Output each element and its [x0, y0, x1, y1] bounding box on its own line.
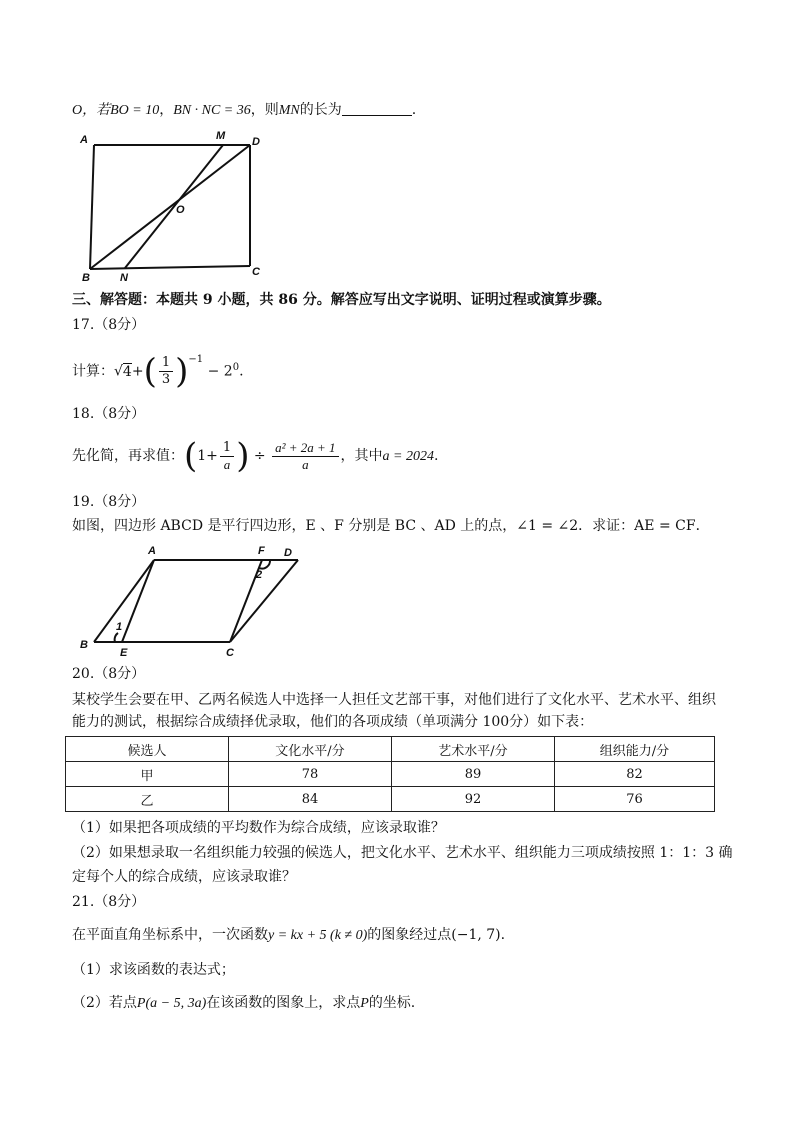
rectangle-figure	[72, 125, 272, 285]
q21-point: (−1, 7)	[451, 927, 501, 943]
q19-text: 如图，四边形 ABCD 是平行四边形，E 、F 分别是 BC 、AD 上的点，∠1 = ∠2．求证：AE = CF．	[72, 518, 710, 534]
table-cell: 甲	[66, 762, 229, 787]
q21-sub2-point: P(a − 5, 3a)	[136, 996, 207, 1011]
q18-number: 18.（8分）	[72, 406, 146, 422]
left-paren: (	[184, 436, 198, 476]
label-f: F	[258, 545, 265, 557]
sqrt-sign: √	[114, 363, 123, 380]
table-header: 文化水平/分	[229, 737, 392, 762]
q21-sub2-lead: （2）若点	[72, 995, 137, 1011]
q16-sep2: ，则	[250, 102, 279, 118]
edge-ab	[90, 145, 94, 269]
label-n: N	[120, 272, 128, 284]
q18-inner-fraction	[220, 440, 234, 473]
q21-sub2	[72, 993, 415, 1014]
q18-div: ÷	[253, 448, 266, 464]
segment-mn	[125, 145, 223, 268]
angle-2-label: 2	[256, 569, 263, 581]
label-a: A	[148, 545, 156, 557]
label-c: C	[226, 647, 234, 659]
scores-table	[65, 736, 715, 812]
table-cell: 84	[229, 787, 392, 812]
q18-one-plus: 1+	[197, 448, 218, 464]
table-cell: 92	[392, 787, 555, 812]
q21-mid: 的图象经过点	[367, 927, 452, 943]
q18-outer-fraction	[272, 440, 338, 473]
q18-outer-num: a² + 2a + 1	[272, 440, 338, 457]
q16-question-tail	[72, 100, 416, 121]
q17-frac-den: 3	[161, 372, 171, 388]
q18-lead: 先化简，再求值：	[72, 448, 184, 464]
diagonal-bd	[90, 145, 250, 269]
left-paren: (	[143, 351, 157, 392]
q17-exp-neg1: −1	[188, 354, 204, 365]
q21-end: .	[500, 927, 506, 943]
q17-end: .	[239, 363, 244, 380]
table-header-row	[66, 737, 715, 762]
q16-lead: O，若	[72, 103, 111, 118]
label-m: M	[216, 130, 226, 142]
q16-sep1: ，	[159, 102, 174, 118]
section-3-heading: 三、解答题：本题共 9 小题，共 86 分。解答应写出文字说明、证明过程或演算步骤。	[72, 292, 611, 308]
q19-number: 19.（8分）	[72, 494, 146, 510]
label-o: O	[176, 204, 185, 216]
q21-sub2-p: P	[360, 996, 369, 1011]
q16-bo-value: BO = 10	[110, 103, 160, 118]
q16-answer-blank[interactable]	[342, 101, 412, 116]
q16-ask: 的长为	[299, 102, 342, 118]
edge-bc	[90, 266, 250, 269]
q16-end: .	[411, 102, 417, 118]
table-row	[66, 762, 715, 787]
q18-inner-den: a	[223, 456, 231, 472]
q20-sub2-line1: （2）如果想录取一名组织能力较强的候选人，把文化水平、艺术水平、组织能力三项成绩按照 1：1：3 确	[72, 845, 733, 861]
q21-lead: 在平面直角坐标系中，一次函数	[72, 927, 268, 943]
q21-sub2-end: 的坐标.	[368, 995, 416, 1011]
q21-sub1: （1）求该函数的表达式；	[72, 962, 235, 978]
q17-plus: +	[131, 363, 144, 380]
q18-outer-den: a	[302, 456, 309, 472]
q17-minus-two: − 2	[207, 363, 233, 380]
q17-frac-num: 1	[159, 355, 173, 372]
q18-condition: a = 2024	[382, 449, 434, 464]
q17-sqrt-arg: 4	[122, 363, 132, 380]
q20-line1: 某校学生会要在甲、乙两名候选人中选择一人担任文艺部干事，对他们进行了文化水平、艺术水平、组织	[72, 692, 716, 708]
label-b: B	[82, 272, 90, 284]
q18-tail: ，其中	[340, 448, 383, 464]
q20-line2: 能力的测试，根据综合成绩择优录取，他们的各项成绩（单项满分 100分）如下表：	[72, 714, 594, 730]
q21-sub2-mid: 在该函数的图象上，求点	[206, 995, 361, 1011]
table-cell: 82	[555, 762, 715, 787]
q21-function: y = kx + 5 (k ≠ 0)	[268, 928, 368, 943]
q16-bn-nc-value: BN · NC = 36	[173, 103, 251, 118]
q18-end: .	[434, 448, 439, 464]
table-cell: 78	[229, 762, 392, 787]
right-paren: )	[236, 436, 250, 476]
q16-mn: MN	[278, 103, 300, 118]
label-d: D	[252, 136, 260, 148]
table-cell: 乙	[66, 787, 229, 812]
q18-inner-num: 1	[220, 440, 234, 457]
edge-dc	[230, 560, 298, 642]
table-row	[66, 787, 715, 812]
q17-exp-zero: 0	[232, 362, 240, 373]
angle-1-label: 1	[116, 621, 123, 633]
segment-ae	[122, 560, 154, 642]
parallelogram-figure	[72, 542, 312, 662]
q18-expression	[72, 438, 438, 475]
table-cell: 89	[392, 762, 555, 787]
q21-number: 21.（8分）	[72, 894, 146, 910]
label-e: E	[120, 647, 128, 659]
table-header: 组织能力/分	[555, 737, 715, 762]
q21-statement	[72, 925, 505, 946]
table-cell: 76	[555, 787, 715, 812]
edge-ab	[94, 560, 154, 642]
label-a: A	[80, 134, 88, 146]
q17-number: 17.（8分）	[72, 317, 146, 333]
table-header: 候选人	[66, 737, 229, 762]
table-header: 艺术水平/分	[392, 737, 555, 762]
q20-sub1: （1）如果把各项成绩的平均数作为综合成绩，应该录取谁？	[72, 820, 445, 836]
label-d: D	[284, 547, 292, 559]
q20-sub2-line2: 定每个人的综合成绩，应该录取谁？	[72, 869, 296, 885]
q17-expression	[72, 350, 244, 390]
label-c: C	[252, 266, 260, 278]
angle-1-arc	[115, 633, 118, 642]
q17-lead: 计算：	[72, 363, 114, 380]
label-b: B	[80, 639, 88, 651]
q20-number: 20.（8分）	[72, 666, 146, 682]
q17-fraction	[159, 355, 173, 388]
right-paren: )	[175, 351, 189, 392]
